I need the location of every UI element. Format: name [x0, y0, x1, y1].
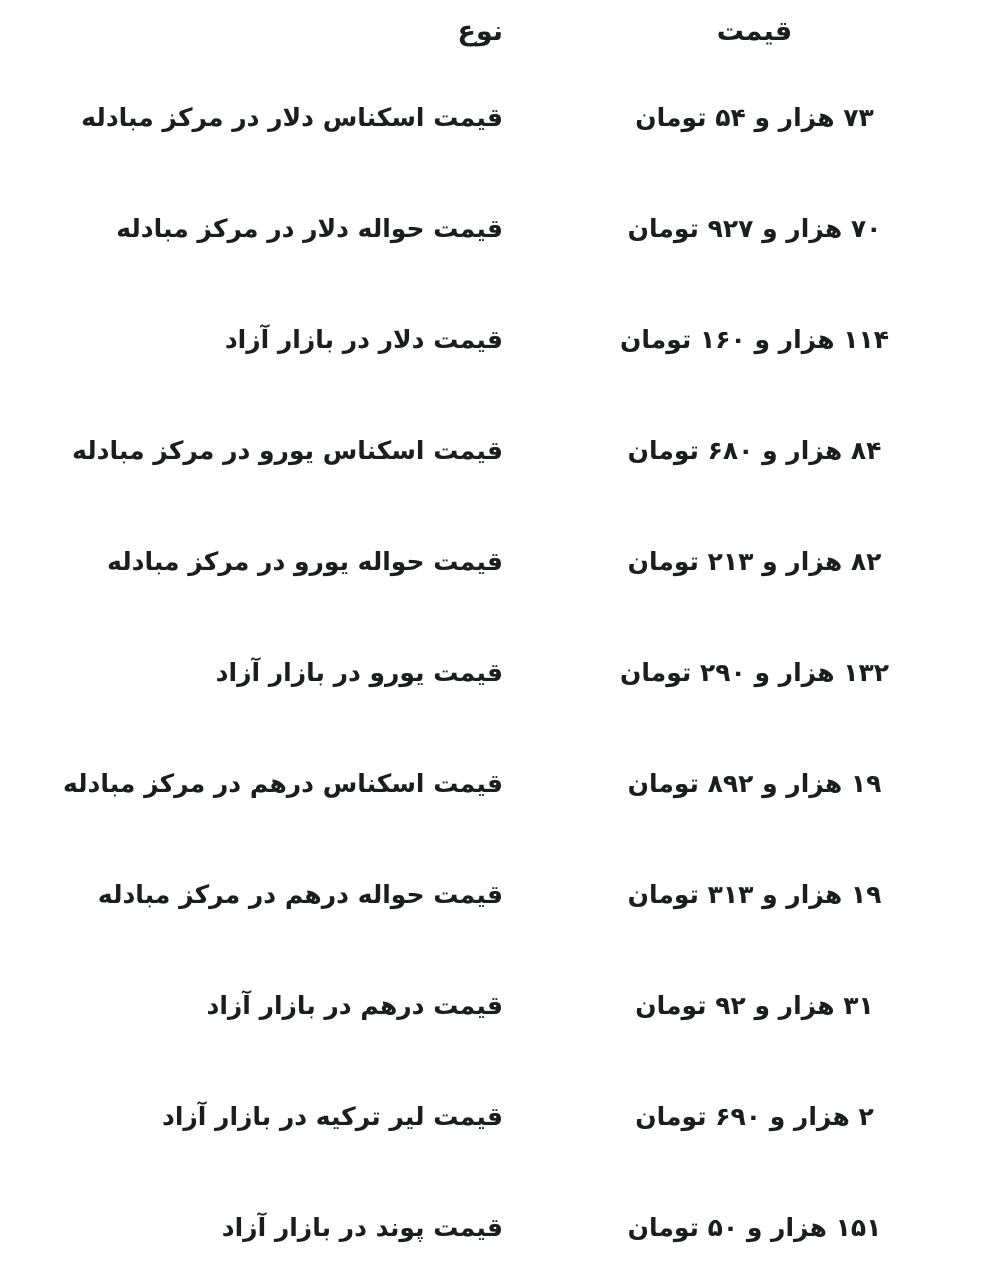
cell-type: قیمت حواله درهم در مرکز مبادله: [97, 879, 503, 909]
table-row: [0, 728, 1006, 839]
cell-price: ۳۱ هزار و ۹۲ تومان: [635, 990, 874, 1020]
table-row: [0, 173, 1006, 284]
cell-type: قیمت دلار در بازار آزاد: [224, 324, 503, 354]
cell-type: قیمت پوند در بازار آزاد: [221, 1212, 503, 1242]
cell-price: ۲ هزار و ۶۹۰ تومان: [635, 1101, 874, 1131]
column-header-type: نوع: [457, 15, 503, 47]
cell-type: قیمت حواله یورو در مرکز مبادله: [107, 546, 503, 576]
table-row: [0, 950, 1006, 1061]
table-row: [0, 506, 1006, 617]
table-row: [0, 1061, 1006, 1172]
cell-price: ۸۲ هزار و ۲۱۳ تومان: [627, 546, 882, 576]
table-row: [0, 284, 1006, 395]
cell-price: ۱۵۱ هزار و ۵۰ تومان: [627, 1212, 882, 1242]
cell-type: قیمت اسکناس دلار در مرکز مبادله: [81, 102, 503, 132]
cell-type: قیمت درهم در بازار آزاد: [206, 990, 503, 1020]
cell-price: ۱۹ هزار و ۳۱۳ تومان: [627, 879, 882, 909]
cell-price: ۷۳ هزار و ۵۴ تومان: [635, 102, 874, 132]
cell-type: قیمت حواله دلار در مرکز مبادله: [116, 213, 503, 243]
cell-type: قیمت اسکناس درهم در مرکز مبادله: [62, 768, 503, 798]
column-header-price: قیمت: [716, 15, 793, 47]
table-body: [0, 62, 1006, 1283]
cell-price: ۷۰ هزار و ۹۲۷ تومان: [627, 213, 882, 243]
table-row: [0, 395, 1006, 506]
cell-type: قیمت لیر ترکیه در بازار آزاد: [161, 1101, 503, 1131]
cell-type: قیمت یورو در بازار آزاد: [215, 657, 503, 687]
table-header: [0, 0, 1006, 62]
table-row: [0, 839, 1006, 950]
table-row: [0, 1172, 1006, 1283]
table-header-row: [0, 0, 1006, 62]
cell-price: ۱۹ هزار و ۸۹۲ تومان: [627, 768, 882, 798]
cell-price: ۱۱۴ هزار و ۱۶۰ تومان: [619, 324, 890, 354]
cell-price: ۸۴ هزار و ۶۸۰ تومان: [627, 435, 882, 465]
cell-type: قیمت اسکناس یورو در مرکز مبادله: [72, 435, 503, 465]
cell-price: ۱۳۲ هزار و ۲۹۰ تومان: [619, 657, 890, 687]
table-row: [0, 617, 1006, 728]
table-row: [0, 62, 1006, 173]
